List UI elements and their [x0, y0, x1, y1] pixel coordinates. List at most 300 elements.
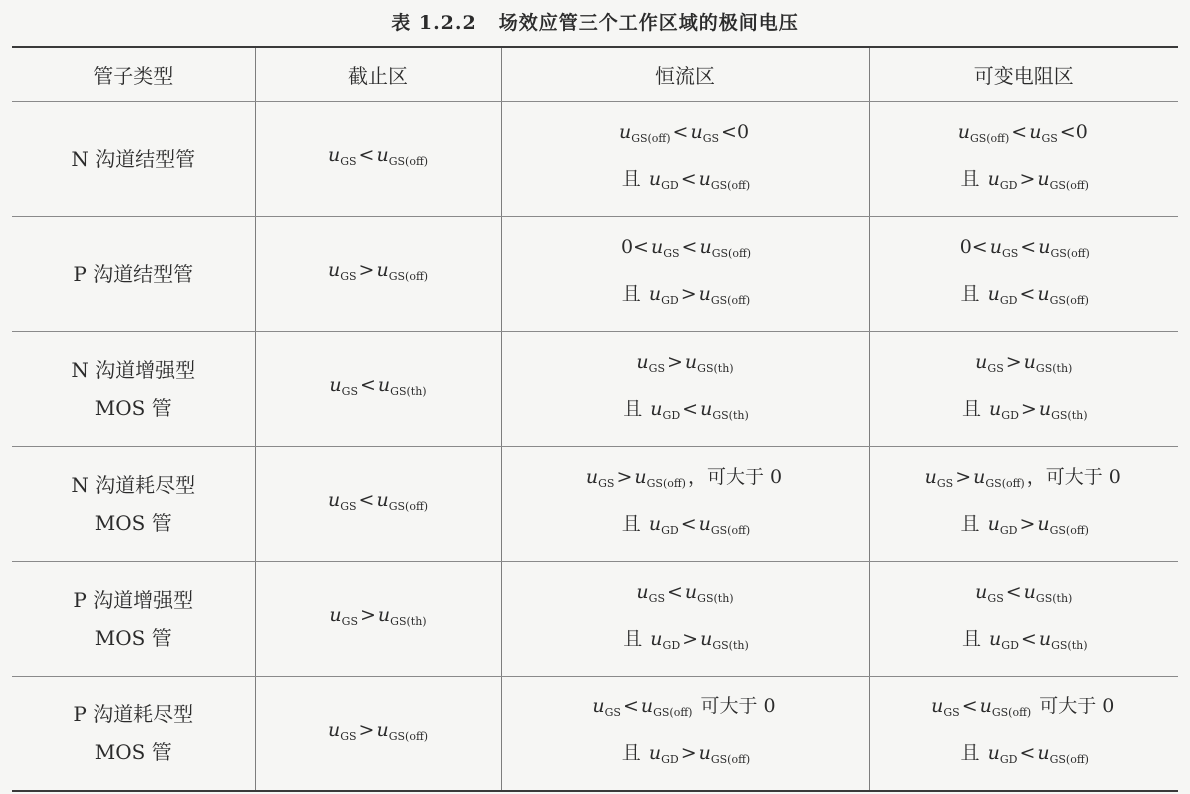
table-row [12, 561, 1178, 676]
voltage-subscript: GD [999, 523, 1018, 537]
condition-text: 且 [623, 397, 649, 420]
voltage-letter: u [698, 167, 711, 190]
condition-text: 且 [960, 167, 986, 190]
voltage-symbol [988, 513, 1018, 535]
voltage-letter: u [1038, 397, 1052, 420]
voltage-letter: u [987, 512, 1000, 535]
variable-resistance-region-cell [869, 216, 1178, 331]
voltage-subscript: GS(off) [710, 178, 751, 192]
table-row [12, 676, 1178, 791]
voltage-subscript: GS [604, 706, 621, 720]
voltage-symbol [1038, 236, 1090, 258]
header-constant-current: 恒流区 [501, 47, 869, 101]
voltage-symbol [329, 374, 358, 396]
voltage-letter: u [376, 489, 389, 511]
condition-text: < [1019, 282, 1036, 305]
condition-text: 可大于 0 [694, 695, 776, 718]
voltage-letter: u [376, 718, 389, 741]
voltage-subscript: GS(th) [1035, 361, 1073, 375]
condition-line [870, 733, 1179, 780]
voltage-symbol [376, 719, 428, 741]
voltage-subscript: GS(th) [1051, 408, 1088, 422]
voltage-letter: u [684, 350, 698, 373]
voltage-subscript: GS(off) [710, 293, 751, 307]
transistor-type-line: P 沟道增强型 [73, 587, 194, 612]
condition-text: 可大于 0 [1033, 695, 1115, 718]
condition-text: < [358, 489, 375, 511]
constant-current-region-cell [501, 216, 869, 331]
voltage-subscript: GS(off) [985, 476, 1025, 490]
voltage-symbol [376, 259, 428, 281]
voltage-subscript: GD [661, 178, 679, 192]
transistor-type-cell [12, 676, 255, 791]
transistor-type-line: MOS 管 [94, 510, 172, 535]
table-title: 场效应管三个工作区域的极间电压 [498, 12, 799, 34]
voltage-symbol [651, 236, 680, 258]
voltage-letter: u [989, 235, 1002, 258]
condition-text: <0 [1059, 120, 1088, 143]
voltage-subscript: GS(off) [1049, 178, 1089, 192]
voltage-subscript: GS(off) [646, 476, 686, 490]
variable-resistance-region-cell [869, 331, 1178, 446]
condition-text: < [672, 120, 689, 143]
condition-line [256, 135, 501, 182]
voltage-letter: u [327, 489, 341, 511]
voltage-subscript: GS(off) [388, 155, 429, 168]
condition-line [870, 112, 1179, 159]
voltage-letter: u [650, 235, 664, 258]
voltage-subscript: GS(off) [710, 753, 751, 767]
condition-text: < [680, 167, 697, 190]
voltage-symbol [1024, 581, 1073, 603]
condition-text: <0 [721, 120, 750, 143]
voltage-letter: u [1023, 350, 1036, 373]
condition-text: < [359, 374, 376, 396]
voltage-letter: u [377, 374, 391, 396]
transistor-type-line: P 沟道耗尽型 [73, 702, 194, 727]
voltage-letter: u [1037, 742, 1050, 765]
condition-line [502, 504, 869, 551]
condition-text: 0< [620, 235, 649, 258]
voltage-subscript: GD [999, 293, 1018, 307]
voltage-subscript: GS [598, 476, 615, 490]
condition-text: < [1020, 235, 1037, 258]
voltage-symbol [328, 144, 357, 166]
condition-text: < [681, 235, 698, 258]
transistor-type-line: N 沟道耗尽型 [71, 472, 196, 497]
voltage-letter: u [648, 167, 662, 190]
transistor-type-line: MOS 管 [94, 740, 172, 765]
voltage-symbol [700, 628, 749, 650]
voltage-subscript: GS [648, 361, 665, 375]
transistor-type-cell [12, 216, 255, 331]
voltage-symbol [699, 236, 751, 258]
transistor-type-cell [12, 446, 255, 561]
voltage-subscript: GS(th) [390, 385, 427, 398]
condition-line [502, 159, 869, 206]
constant-current-region-cell [501, 331, 869, 446]
voltage-subscript: GD [662, 638, 681, 652]
voltage-symbol [1037, 742, 1089, 767]
condition-text: > [666, 350, 683, 373]
condition-text: < [1011, 120, 1028, 143]
voltage-symbol [699, 168, 751, 190]
condition-text: > [682, 627, 699, 650]
voltage-symbol [586, 466, 615, 488]
transistor-type-line: MOS 管 [94, 625, 172, 650]
condition-line [502, 619, 869, 666]
voltage-subscript: GS(off) [388, 500, 429, 513]
voltage-symbol [975, 581, 1004, 603]
voltage-symbol [619, 121, 671, 143]
condition-line [502, 733, 869, 780]
voltage-symbol [376, 489, 428, 511]
voltage-symbol [690, 121, 719, 143]
voltage-letter: u [973, 465, 986, 488]
condition-text: > [1005, 350, 1022, 373]
voltage-symbol [699, 283, 751, 305]
condition-text: > [955, 465, 972, 488]
condition-line [502, 342, 869, 389]
voltage-subscript: GS [702, 131, 720, 145]
voltage-subscript: GS [1001, 246, 1019, 260]
voltage-symbol [1037, 283, 1089, 305]
condition-line [870, 572, 1179, 619]
table-row [12, 101, 1178, 216]
voltage-subscript: GS [340, 729, 357, 743]
voltage-letter: u [975, 580, 988, 603]
transistor-type-line: P 沟道结型管 [73, 261, 194, 286]
condition-line [502, 112, 869, 159]
voltage-subscript: GS(th) [1051, 638, 1088, 652]
voltage-symbol [378, 604, 427, 626]
condition-text: > [1020, 397, 1037, 420]
condition-line [870, 159, 1179, 206]
condition-line [870, 274, 1179, 321]
voltage-letter: u [648, 282, 662, 305]
voltage-letter: u [698, 742, 711, 765]
voltage-symbol [973, 466, 1025, 488]
condition-text: < [682, 397, 699, 420]
voltage-letter: u [327, 259, 341, 281]
voltage-subscript: GS(off) [1049, 753, 1089, 767]
voltage-symbol [328, 489, 357, 511]
condition-text: 0< [959, 235, 988, 258]
header-type: 管子类型 [12, 47, 255, 101]
voltage-symbol [648, 742, 679, 767]
voltage-subscript: GS [341, 615, 358, 628]
constant-current-region-cell [501, 676, 869, 791]
voltage-subscript: GS [648, 591, 665, 605]
voltage-symbol [636, 351, 665, 373]
voltage-symbol [1037, 168, 1089, 190]
voltage-symbol [1039, 398, 1088, 420]
voltage-symbol [698, 742, 751, 767]
table-row [12, 446, 1178, 561]
transistor-type-cell [12, 101, 255, 216]
voltage-symbol [376, 144, 428, 166]
voltage-symbol [987, 742, 1018, 767]
voltage-subscript: GS(off) [711, 246, 752, 260]
header-cutoff: 截止区 [255, 47, 501, 101]
voltage-letter: u [1037, 282, 1050, 305]
variable-resistance-region-cell [869, 561, 1178, 676]
voltage-subscript: GS(off) [1049, 293, 1089, 307]
transistor-type-line: MOS 管 [94, 395, 172, 420]
voltage-letter: u [592, 695, 605, 718]
voltage-symbol [1024, 351, 1073, 373]
voltage-subscript: GS [340, 270, 357, 283]
condition-line [256, 365, 501, 412]
condition-text: 且 [621, 742, 647, 765]
condition-line [502, 457, 869, 504]
voltage-letter: u [987, 282, 1000, 305]
voltage-letter: u [327, 718, 341, 741]
condition-line [256, 595, 501, 642]
voltage-subscript: GS [340, 500, 357, 513]
voltage-letter: u [931, 695, 944, 718]
voltage-symbol [925, 466, 954, 488]
transistor-type-cell [12, 561, 255, 676]
voltage-letter: u [376, 144, 389, 166]
voltage-symbol [634, 466, 686, 488]
voltage-letter: u [700, 627, 713, 650]
condition-text: > [358, 259, 375, 281]
voltage-symbol [699, 513, 751, 535]
voltage-letter: u [989, 397, 1002, 420]
voltage-table [12, 46, 1178, 792]
voltage-subscript: GD [662, 408, 681, 422]
voltage-subscript: GD [999, 178, 1018, 192]
voltage-symbol [685, 581, 734, 603]
voltage-subscript: GS [943, 706, 960, 720]
condition-text: > [680, 742, 697, 765]
condition-line [870, 457, 1179, 504]
voltage-subscript: GS(off) [1050, 246, 1090, 260]
voltage-subscript: GS(off) [991, 706, 1032, 720]
voltage-subscript: GS(off) [710, 523, 751, 537]
voltage-symbol [640, 695, 693, 720]
voltage-letter: u [979, 695, 992, 718]
condition-text: > [616, 465, 633, 488]
voltage-symbol [988, 168, 1018, 190]
voltage-letter: u [924, 465, 937, 488]
condition-text: < [680, 512, 697, 535]
voltage-letter: u [329, 374, 342, 396]
voltage-subscript: GD [661, 753, 679, 767]
voltage-symbol [1029, 121, 1058, 143]
voltage-subscript: GS [340, 155, 357, 168]
voltage-letter: u [648, 742, 662, 765]
header-variable-resistance: 可变电阻区 [869, 47, 1178, 101]
table-row [12, 331, 1178, 446]
voltage-symbol [1037, 513, 1089, 535]
voltage-symbol [990, 236, 1019, 258]
voltage-subscript: GS(off) [969, 131, 1010, 145]
condition-text: > [680, 282, 697, 305]
voltage-symbol [649, 283, 679, 305]
voltage-letter: u [975, 350, 988, 373]
voltage-letter: u [329, 604, 342, 626]
condition-line [256, 250, 501, 297]
condition-text: > [1019, 512, 1036, 535]
condition-line [502, 274, 869, 321]
voltage-letter: u [690, 120, 703, 143]
condition-text: > [359, 604, 376, 626]
voltage-subscript: GS(off) [653, 706, 693, 720]
voltage-subscript: GS(th) [390, 615, 427, 628]
condition-line [502, 389, 869, 436]
voltage-symbol [931, 695, 960, 720]
table-row [12, 216, 1178, 331]
voltage-symbol [958, 121, 1010, 143]
condition-text: < [1019, 742, 1036, 765]
condition-text: < [1005, 580, 1022, 603]
voltage-letter: u [327, 144, 341, 166]
voltage-letter: u [684, 580, 698, 603]
condition-line [870, 342, 1179, 389]
voltage-symbol [592, 695, 621, 720]
condition-line [870, 227, 1179, 274]
voltage-subscript: GD [999, 753, 1018, 767]
voltage-subscript: GD [1001, 638, 1019, 652]
header-row [12, 47, 1178, 101]
transistor-type-line: N 沟道结型管 [71, 146, 196, 171]
condition-text: 且 [960, 512, 986, 535]
voltage-symbol [975, 351, 1004, 373]
voltage-letter: u [634, 465, 647, 488]
condition-text: < [1020, 627, 1037, 650]
voltage-letter: u [650, 397, 663, 420]
voltage-letter: u [987, 167, 1000, 190]
voltage-symbol [650, 628, 680, 650]
variable-resistance-region-cell [869, 446, 1178, 561]
voltage-symbol [378, 374, 427, 396]
voltage-symbol [650, 398, 680, 420]
constant-current-region-cell [501, 101, 869, 216]
voltage-letter: u [585, 465, 599, 488]
voltage-letter: u [1037, 167, 1050, 190]
table-caption [0, 8, 1190, 35]
voltage-subscript: GS [987, 361, 1004, 375]
condition-text: ，可大于 0 [687, 465, 783, 488]
voltage-symbol [989, 628, 1019, 650]
condition-text: > [1019, 167, 1036, 190]
constant-current-region-cell [501, 446, 869, 561]
condition-text: ，可大于 0 [1026, 465, 1121, 488]
cutoff-region-cell [255, 676, 501, 791]
cutoff-region-cell [255, 101, 501, 216]
condition-text: 且 [960, 282, 986, 305]
condition-text: 且 [621, 282, 647, 305]
voltage-letter: u [650, 627, 663, 650]
voltage-subscript: GS(off) [631, 131, 671, 145]
voltage-subscript: GS [1041, 131, 1058, 145]
transistor-type-cell [12, 331, 255, 446]
voltage-letter: u [957, 120, 970, 143]
cutoff-region-cell [255, 561, 501, 676]
condition-text: 且 [621, 167, 647, 190]
condition-text: < [961, 695, 978, 718]
voltage-letter: u [1038, 627, 1052, 650]
voltage-symbol [649, 168, 679, 190]
constant-current-region-cell [501, 561, 869, 676]
voltage-symbol [685, 351, 734, 373]
voltage-subscript: GS [987, 591, 1004, 605]
condition-line [256, 710, 501, 757]
voltage-letter: u [987, 742, 1000, 765]
voltage-letter: u [618, 120, 632, 143]
condition-line [870, 686, 1179, 733]
voltage-letter: u [698, 512, 711, 535]
voltage-symbol [329, 604, 358, 626]
voltage-subscript: GS(th) [712, 408, 749, 422]
voltage-subscript: GS(off) [388, 270, 429, 283]
voltage-letter: u [636, 580, 649, 603]
condition-line [870, 389, 1179, 436]
voltage-letter: u [1037, 512, 1050, 535]
condition-text: < [358, 144, 375, 166]
voltage-subscript: GD [661, 523, 679, 537]
transistor-type-line: N 沟道增强型 [71, 357, 196, 382]
voltage-symbol [988, 283, 1018, 305]
voltage-letter: u [989, 627, 1002, 650]
condition-text: 且 [623, 627, 649, 650]
condition-line [502, 227, 869, 274]
voltage-symbol [989, 398, 1019, 420]
variable-resistance-region-cell [869, 101, 1178, 216]
condition-line [256, 480, 501, 527]
voltage-symbol [328, 719, 357, 741]
condition-text: > [358, 718, 375, 741]
voltage-letter: u [1038, 235, 1051, 258]
voltage-subscript: GS(th) [697, 361, 734, 375]
voltage-subscript: GS(th) [697, 591, 734, 605]
condition-line [502, 686, 869, 733]
voltage-symbol [649, 513, 679, 535]
voltage-letter: u [648, 512, 662, 535]
voltage-subscript: GS(th) [712, 638, 749, 652]
condition-text: 且 [962, 397, 988, 420]
voltage-subscript: GS(off) [388, 729, 429, 743]
voltage-letter: u [700, 397, 713, 420]
voltage-subscript: GS(off) [1049, 523, 1089, 537]
voltage-letter: u [376, 259, 389, 281]
table-number: 表 1.2.2 [391, 12, 477, 34]
voltage-letter: u [377, 604, 391, 626]
condition-line [870, 504, 1179, 551]
variable-resistance-region-cell [869, 676, 1178, 791]
condition-text: < [622, 695, 639, 718]
voltage-subscript: GS [341, 385, 358, 398]
voltage-subscript: GD [1001, 408, 1019, 422]
voltage-subscript: GS [936, 476, 954, 490]
cutoff-region-cell [255, 331, 501, 446]
condition-text: 且 [621, 512, 647, 535]
voltage-subscript: GD [661, 293, 679, 307]
voltage-letter: u [636, 350, 649, 373]
voltage-letter: u [640, 695, 654, 718]
voltage-letter: u [699, 235, 712, 258]
voltage-subscript: GS [663, 246, 680, 260]
condition-text: < [666, 580, 683, 603]
voltage-subscript: GS(th) [1035, 591, 1073, 605]
voltage-symbol [328, 259, 357, 281]
condition-line [502, 572, 869, 619]
voltage-letter: u [1029, 120, 1042, 143]
condition-text: 且 [960, 742, 986, 765]
voltage-symbol [979, 695, 1032, 720]
